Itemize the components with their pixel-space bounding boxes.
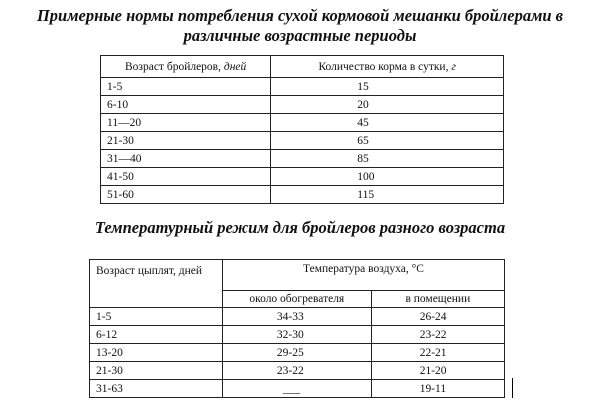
feed-cell: 45 [271,114,504,132]
header-broiler-age-text: Возраст бройлеров, [125,60,224,73]
feed-cell: 85 [271,150,504,168]
feed-cell: 20 [271,96,504,114]
heater-temp-cell: 23-22 [222,362,371,380]
feed-norms-title [0,6,600,46]
header-feed-amount [271,56,504,78]
room-temp-cell: 19-11 [371,380,504,398]
age-cell: 1-5 [90,308,223,326]
age-cell: 11—20 [101,114,271,132]
table-row [90,362,505,380]
heater-temp-cell: ___ [222,380,371,398]
feed-cell: 100 [271,168,504,186]
table-row [90,344,505,362]
age-cell: 41-50 [101,168,271,186]
header-air-temperature: Температура воздуха, °С [222,260,504,291]
age-cell: 51-60 [101,186,271,204]
header-in-room: в помещении [371,291,504,308]
header-feed-amount-unit: г [451,60,456,73]
header-chick-age: Возраст цыплят, дней [90,260,223,308]
header-broiler-age-unit: дней [223,60,247,73]
table-row [101,78,504,96]
age-cell: 31—40 [101,150,271,168]
table-row [101,96,504,114]
age-cell: 13-20 [90,344,223,362]
table-row [101,150,504,168]
table-row [101,186,504,204]
age-cell: 6-10 [101,96,271,114]
feed-norms-header-row [101,56,504,78]
age-cell: 6-12 [90,326,223,344]
room-temp-cell: 22-21 [371,344,504,362]
table-row [90,308,505,326]
heater-temp-cell: 32-30 [222,326,371,344]
scan-line-artifact [512,378,513,398]
heater-temp-cell: 34-33 [222,308,371,326]
header-near-heater: около обогревателя [222,291,371,308]
temperature-header-row [90,260,505,291]
age-cell: 31-63 [90,380,223,398]
table-row [90,326,505,344]
room-temp-cell: 26-24 [371,308,504,326]
table-row [101,132,504,150]
feed-cell: 15 [271,78,504,96]
feed-norms-table [100,55,504,204]
temperature-table [89,259,505,398]
age-cell: 1-5 [101,78,271,96]
age-cell: 21-30 [101,132,271,150]
table-row [90,380,505,398]
header-feed-amount-text: Количество корма в сутки, [318,60,452,73]
age-cell: 21-30 [90,362,223,380]
table-row [101,114,504,132]
heater-temp-cell: 29-25 [222,344,371,362]
feed-cell: 65 [271,132,504,150]
feed-norms-title-line2: различные возрастные периоды [183,26,417,45]
room-temp-cell: 23-22 [371,326,504,344]
feed-norms-title-line1: Примерные нормы потребления сухой кормовой мешанки бройлерами в [36,6,564,25]
table-row [101,168,504,186]
header-broiler-age [101,56,271,78]
room-temp-cell: 21-20 [371,362,504,380]
feed-cell: 115 [271,186,504,204]
temperature-regime-title: Температурный режим для бройлеров разного возраста [94,218,506,237]
